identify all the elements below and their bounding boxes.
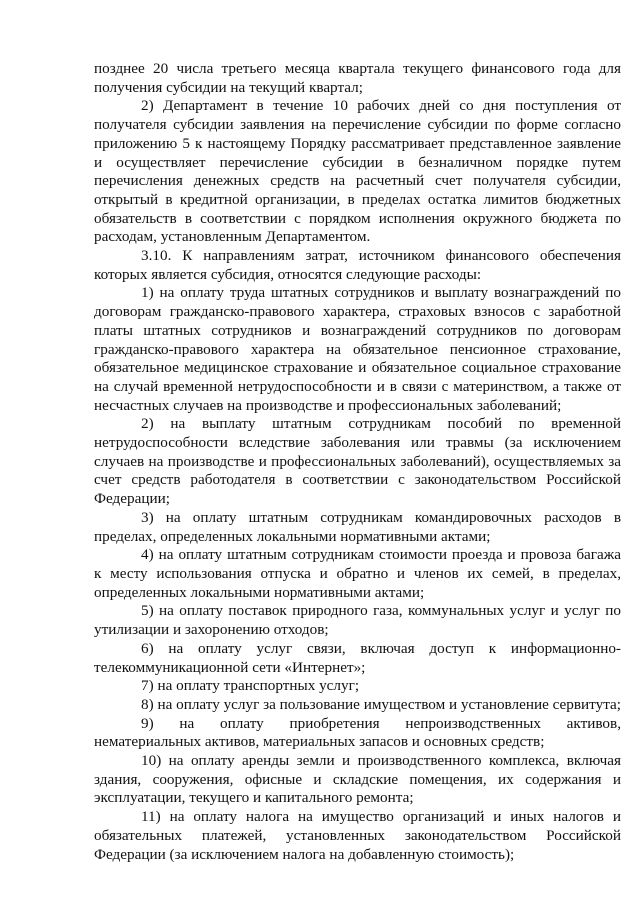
paragraph-item-10: 10) на оплату аренды земли и производственного комплекса, включая здания, сооружения, офисные и складские помещения, их содержания и эксплуатации, текущего и капитального ремонта; [94,752,621,807]
paragraph-item-3: 3) на оплату штатным сотрудникам командировочных расходов в пределах, определенных локальными нормативными актами; [94,508,621,545]
paragraph-item-2-department: 2) Департамент в течение 10 рабочих дней со дня поступления от получателя субсидии заявления на перечисление субсидии по форме согласно приложению 5 к настоящему Порядку рассматривает представленное заявление и осуществляет перечисление субсидии в безналичном порядке путем перечисления денежных средств на расчетный счет получателя субсидии, открытый в кредитной организации, в пределах остатка лимитов бюджетных обязательств в соответствии с порядком исполнения окружного бюджета по расходам, установленным Департаментом. [94,97,621,246]
paragraph-item-4: 4) на оплату штатным сотрудникам стоимости проезда и провоза багажа к месту использования отпуска и обратно и членов их семей, в пределах, определенных локальными нормативными актами; [94,546,621,601]
paragraph-item-7: 7) на оплату транспортных услуг; [141,677,360,695]
paragraph-continuation: позднее 20 числа третьего месяца квартала текущего финансового года для получения субсидии на текущий квартал; [94,60,621,96]
paragraph-item-2: 2) на выплату штатным сотрудникам пособий по временной нетрудоспособности вследствие заболевания или травмы (за исключением случаев на производстве и профессиональных заболеваний), осуществляемых за счет средств работодателя в соответствии с законодательством Российской Федерации; [94,415,621,508]
paragraph-item-6: 6) на оплату услуг связи, включая доступ к информационно-телекоммуникационной сети «Интернет»; [94,639,621,676]
paragraph-item-11: 11) на оплату налога на имущество организаций и иных налогов и обязательных платежей, установленных законодательством Российской Федерации (за исключением налога на добавленную стоимость); [94,808,621,863]
paragraph-item-5: 5) на оплату поставок природного газа, коммунальных услуг и услуг по утилизации и захоронению отходов; [94,602,621,639]
paragraph-item-8: 8) на оплату услуг за пользование имуществом и установление сервитута; [141,695,621,713]
paragraph-item-9: 9) на оплату приобретения непроизводственных активов, нематериальных активов, материальных запасов и основных средств; [94,714,621,751]
document-page [94,60,621,864]
paragraph-item-1: 1) на оплату труда штатных сотрудников и выплату вознаграждений по договорам гражданско-правового характера, страховых взносов с заработной платы штатных сотрудников и вознаграждений сотрудников по договорам гражданско-правового характера на обязательное пенсионное страхование, обязательное медицинское страхование и обязательное социальное страхование на случай временной нетрудоспособности и в связи с материнством, а также от несчастных случаев на производстве и профессиональных заболеваний; [94,284,621,414]
paragraph-section-3-10: 3.10. К направлениям затрат, источником финансового обеспечения которых является субсидия, относятся следующие расходы: [94,247,621,283]
